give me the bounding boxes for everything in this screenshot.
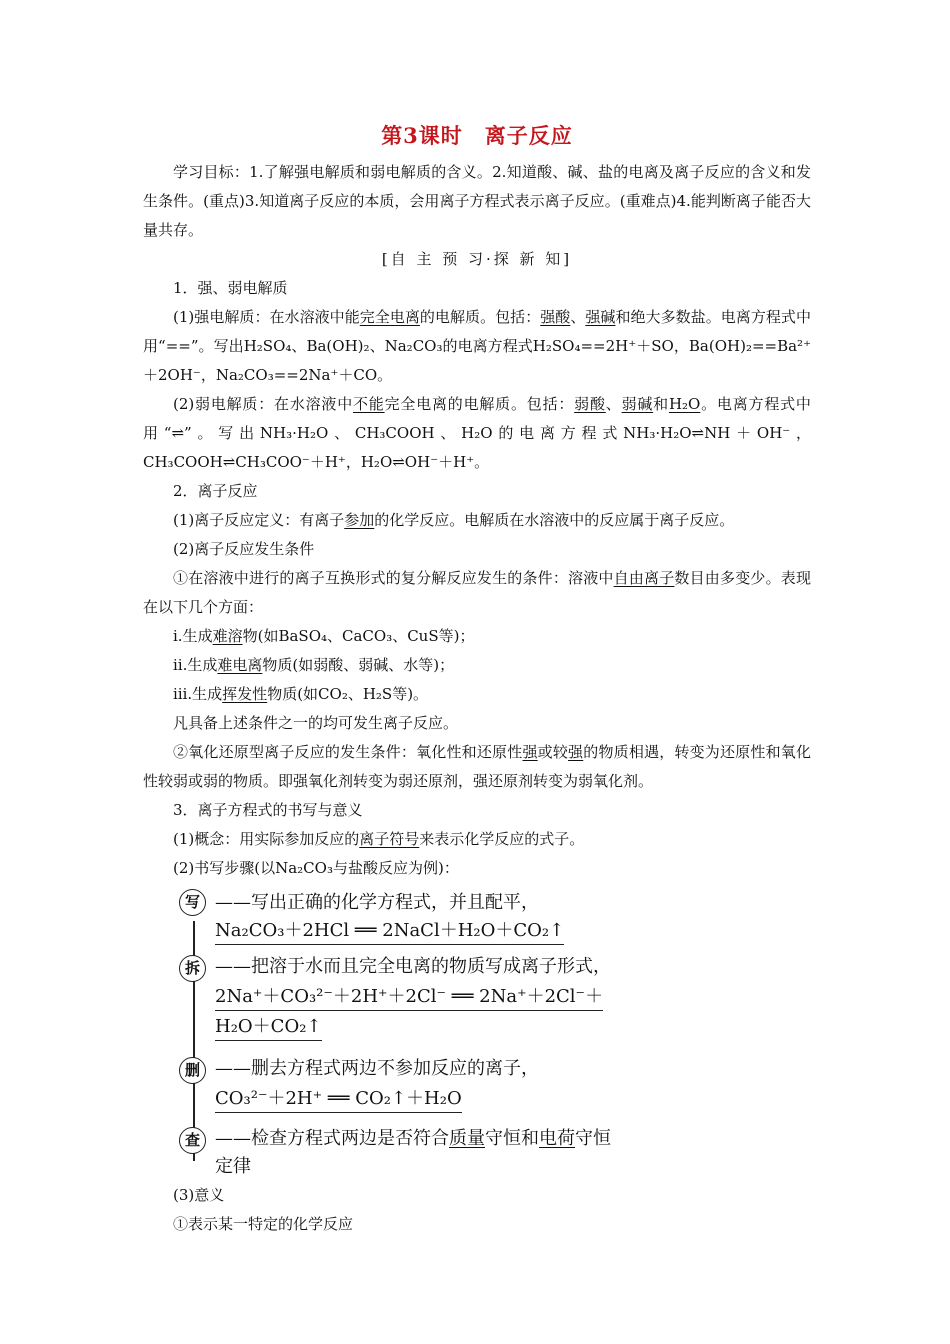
learning-objectives: 学习目标：1.了解强电解质和弱电解质的含义。2.知道酸、碱、盐的电离及离子反应的含义和发生条件。(重点)3.知道离子反应的本质，会用离子方程式表示离子反应。(重难点)4.能判断离子能否大量共存。 <box>143 163 811 239</box>
write-step-icon: 写 <box>179 889 206 916</box>
split-step-text: ——把溶于水而且完全电离的物质写成离子形式， <box>215 956 611 977</box>
split-step-equation-1: 2Na⁺＋CO₃²⁻＋2H⁺＋2Cl⁻ ══ 2Na⁺＋2Cl⁻＋ <box>215 984 603 1011</box>
condition-2: ②氧化还原型离子反应的发生条件：氧化性和还原性强或较强的物质相遇，转变为还原性和氧化性较弱或弱的物质。即强氧化剂转变为弱还原剂，强还原剂转变为弱氧化剂。 <box>143 743 811 790</box>
split-step-equation-2: H₂O＋CO₂↑ <box>215 1014 322 1041</box>
delete-step-equation: CO₃²⁻＋2H⁺ ══ CO₂↑＋H₂O <box>215 1086 462 1113</box>
delete-step-text: ——删去方程式两边不参加反应的离子， <box>215 1058 539 1079</box>
section-3-heading: 3．离子方程式的书写与意义 <box>173 801 363 819</box>
condition-summary: 凡具备上述条件之一的均可发生离子反应。 <box>173 714 459 732</box>
preview-heading: [自 主 预 习·探 新 知] <box>381 250 573 268</box>
check-step-text: ——检查方程式两边是否符合质量守恒和电荷守恒 定律 <box>215 1128 611 1177</box>
meaning-heading: (3)意义 <box>173 1186 225 1204</box>
split-step-equation-row-1 <box>215 983 635 1011</box>
section-2-heading: 2．离子反应 <box>173 482 258 500</box>
condition-ii: ⅱ.生成难电离物质(如弱酸、弱碱、水等)； <box>173 656 455 674</box>
writing-steps-flowchart <box>143 889 811 1179</box>
condition-i: ⅰ.生成难溶物(如BaSO₄、CaCO₃、CuS等)； <box>173 627 475 645</box>
reaction-conditions-heading: (2)离子反应发生条件 <box>173 540 315 558</box>
ionic-reaction-definition: (1)离子反应定义：有离子参加的化学反应。电解质在水溶液中的反应属于离子反应。 <box>173 511 735 529</box>
write-step-equation: Na₂CO₃＋2HCl ══ 2NaCl＋H₂O＋CO₂↑ <box>215 918 564 945</box>
delete-step-icon: 删 <box>179 1057 206 1084</box>
delete-step-equation-row <box>215 1085 635 1113</box>
ionic-equation-concept: (1)概念：用实际参加反应的离子符号来表示化学反应的式子。 <box>173 830 585 848</box>
strong-electrolyte-paragraph: (1)强电解质：在水溶液中能完全电离的电解质。包括：强酸、强碱和绝大多数盐。电离方程式中用“==”。写出H₂SO₄、Ba(OH)₂、Na₂CO₃的电离方程式H₂SO₄==2H⁺＋SO，Ba(OH)₂==Ba²⁺＋2OH⁻，Na₂CO₃==2Na⁺＋CO。 <box>143 308 811 384</box>
meaning-item-1: ①表示某一特定的化学反应 <box>173 1215 354 1233</box>
write-step-text: ——写出正确的化学方程式，并且配平， <box>215 892 539 913</box>
section-1-heading: 1．强、弱电解质 <box>173 279 288 297</box>
condition-1: ①在溶液中进行的离子互换形式的复分解反应发生的条件：溶液中自由离子数目由多变少。表现在以下几个方面： <box>143 569 811 616</box>
condition-iii: ⅲ.生成挥发性物质(如CO₂、H₂S等)。 <box>173 685 429 703</box>
weak-electrolyte-paragraph: (2)弱电解质：在水溶液中不能完全电离的电解质。包括：弱酸、弱碱和H₂O。电离方程式中用“⇌”。写出NH₃·H₂O、CH₃COOH、H₂O的电离方程式NH₃·H₂O⇌NH＋OH⁻，CH₃COOH⇌CH₃COO⁻＋H⁺，H₂O⇌OH⁻＋H⁺。 <box>143 395 811 471</box>
document-page <box>143 120 811 1239</box>
check-step-icon: 查 <box>179 1127 206 1154</box>
page-title: 第3课时 离子反应 <box>381 123 573 148</box>
split-step-equation-row-2 <box>215 1013 635 1041</box>
writing-steps-heading: (2)书写步骤(以Na₂CO₃与盐酸反应为例)： <box>173 859 459 877</box>
split-step-icon: 拆 <box>179 955 206 982</box>
write-step-equation-row <box>215 917 635 945</box>
